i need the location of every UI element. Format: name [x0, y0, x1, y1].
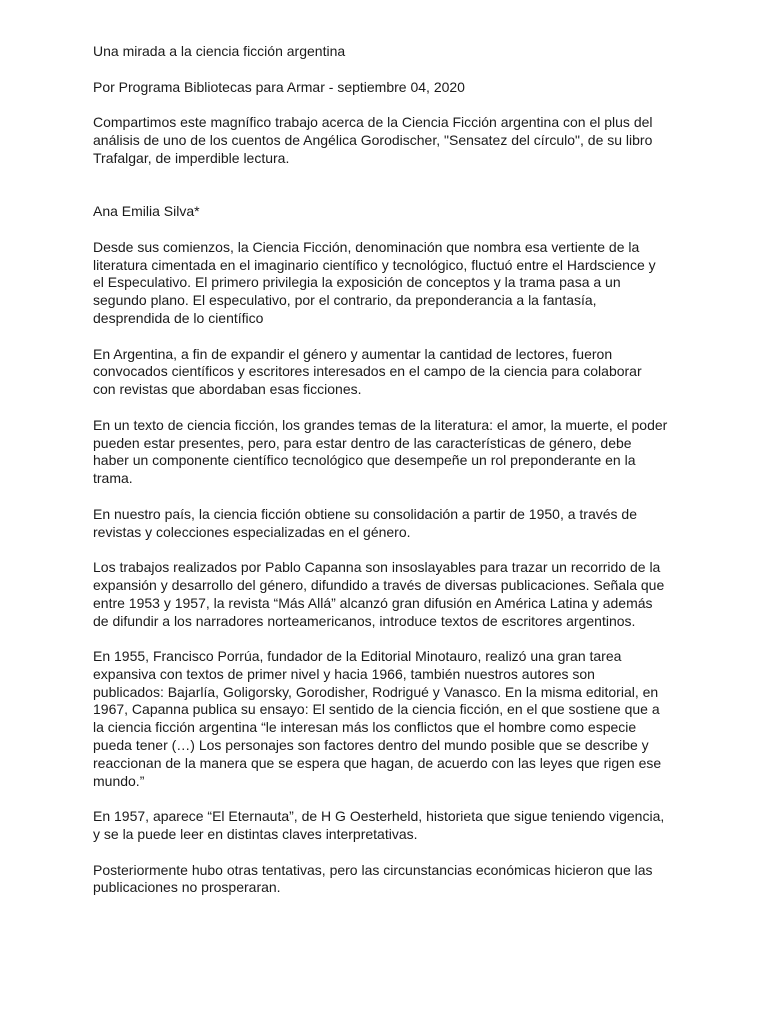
document-title: Una mirada a la ciencia ficción argentina	[93, 43, 346, 59]
document-intro: Compartimos este magnífico trabajo acerca de la Ciencia Ficción argentina con el plus del análisis de uno de los cuentos de Angélica Gorodischer, "Sensatez del círculo", de su libro Trafalgar, de imperdible lectura.	[93, 114, 653, 166]
paragraph-8: Posteriormente hubo otras tentativas, pero las circunstancias económicas hicieron que las publicaciones no prosperaran.	[93, 861, 653, 896]
document-page	[93, 43, 683, 915]
paragraph-3: En un texto de ciencia ficción, los grandes temas de la literatura: el amor, la muerte, el poder pueden estar presentes, pero, para estar dentro de las características de género, debe haber un componente científico tecnológico que desempeñe un rol preponderante en la trama.	[93, 416, 668, 487]
paragraph-5: Los trabajos realizados por Pablo Capanna son insoslayables para trazar un recorrido de la expansión y desarrollo del género, difundido a través de diversas publicaciones. Señala que entre 1953 y 1957, la revista “Más Allá” alcanzó gran difusión en América Latina y además de difundir a los narradores norteamericanos, introduce textos de escritores argentinos.	[93, 559, 665, 629]
paragraph-6: En 1955, Francisco Porrúa, fundador de la Editorial Minotauro, realizó una gran tarea expansiva con textos de primer nivel y hacia 1966, también nuestros autores son publicados: Bajarlía, Goligorsky, Gorodisher, Rodrigué y Vanasco. En la misma editorial, en 1967, Capanna publica su ensayo: El sentido de la ciencia ficción, en el que sostiene que a la ciencia ficción argentina “le interesan más los conflictos que el hombre como especie pueda tener (…) Los personajes son factores dentro del mundo posible que se describe y reaccionan de la manera que se espera que hagan, de acuerdo con las leyes que rigen ese mundo.”	[93, 648, 662, 789]
document-byline: Por Programa Bibliotecas para Armar - septiembre 04, 2020	[93, 78, 465, 95]
document-author: Ana Emilia Silva*	[93, 203, 200, 220]
paragraph-1: Desde sus comienzos, la Ciencia Ficción, denominación que nombra esa vertiente de la literatura cimentada en el imaginario científico y tecnológico, fluctuó entre el Hardscience y el Especulativo. El primero privilegia la exposición de conceptos y la trama pasa a un segundo plano. El especulativo, por el contrario, da preponderancia a la fantasía, desprendida de lo científico	[93, 238, 656, 326]
paragraph-7: En 1957, aparece “El Eternauta”, de H G Oesterheld, historieta que sigue teniendo vigencia, y se la puede leer en distintas claves interpretativas.	[93, 808, 665, 843]
paragraph-2: En Argentina, a fin de expandir el género y aumentar la cantidad de lectores, fueron convocados científicos y escritores interesados en el campo de la ciencia para colaborar con revistas que abordaban esas ficciones.	[93, 345, 642, 398]
paragraph-4: En nuestro país, la ciencia ficción obtiene su consolidación a partir de 1950, a través de revistas y colecciones especializadas en el género.	[93, 505, 637, 540]
